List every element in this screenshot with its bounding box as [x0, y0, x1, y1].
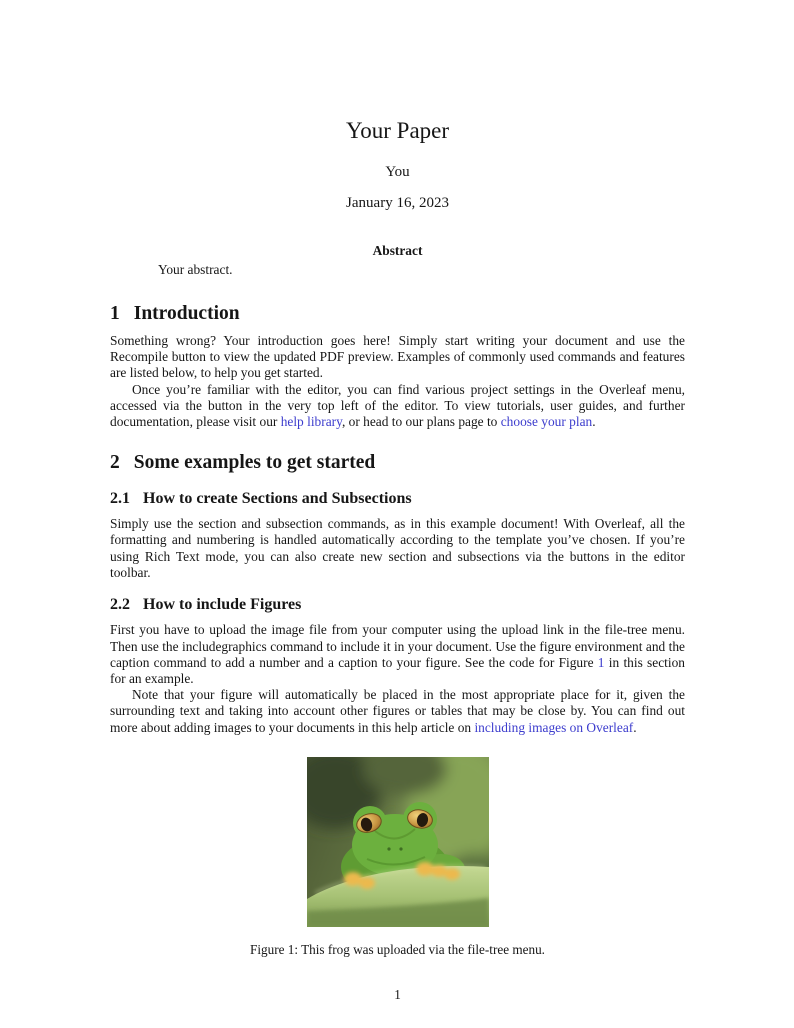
- author-name: You: [385, 164, 410, 181]
- section-1-title: Introduction: [133, 302, 240, 324]
- figure-1-ref-link[interactable]: 1: [597, 654, 605, 670]
- subsection-2-1-title: How to create Sections and Subsections: [143, 489, 412, 507]
- figure-1: [110, 757, 685, 958]
- help-library-link[interactable]: help library: [280, 414, 342, 430]
- subsection-2-1-paragraph: Simply use the section and subsection commands, as in this example document! With Overleaf, all the formatting and numbering is handled automatically according to the template you’ve chosen. If you’re using Rich Text mode, you can also create new section and subsections via the buttons in the editor toolbar.: [110, 516, 685, 580]
- figure-1-caption: Figure 1: This frog was uploaded via the file-tree menu.: [250, 941, 545, 957]
- subsection-2-2-heading: [110, 596, 685, 614]
- frog-image: [307, 757, 489, 927]
- subsection-2-2-title: How to include Figures: [143, 595, 302, 613]
- section-2-heading: [110, 452, 685, 474]
- paper-date: January 16, 2023: [346, 195, 449, 212]
- section-1-number: 1: [110, 302, 120, 324]
- including-images-link[interactable]: including images on Overleaf: [474, 719, 634, 735]
- figures-paragraph-2: [110, 687, 685, 736]
- intro-paragraph-1: Something wrong? Your introduction goes here! Simply start writing your document and use the Recompile button to view the updated PDF preview. Examples of commonly used commands and features are listed below, to help you get started.: [110, 333, 685, 381]
- choose-your-plan-link[interactable]: choose your plan: [500, 414, 593, 430]
- page-number: 1: [394, 986, 401, 1002]
- intro-paragraph-2-text: .: [592, 414, 596, 430]
- figures-paragraph-2-text: .: [633, 719, 637, 735]
- section-1-heading: [110, 303, 685, 325]
- intro-paragraph-2-text: , or head to our plans page to: [341, 414, 501, 430]
- section-2-title: Some examples to get started: [133, 452, 376, 474]
- page-title: Your Paper: [345, 118, 450, 143]
- figures-paragraph-1-text: First you have to upload the image file from your computer using the upload link in the file-tree menu. Then use the includegraphics command to include it in your document. Use the figure environment and the caption command to add a number and a caption to your figure. See the code for Figure: [110, 622, 685, 670]
- figures-paragraph-1: [110, 622, 685, 687]
- subsection-2-2-number: 2.2: [110, 595, 130, 613]
- figures-paragraph-2-text: Note that your figure will automatically be placed in the most appropriate place for it, given the surrounding text and taking into account other figures or tables that may be close by. You can find out more about adding images to your documents in this help article on: [110, 687, 685, 735]
- intro-paragraph-2: [110, 382, 685, 431]
- intro-paragraph-2-text: Once you’re familiar with the editor, you can find various project settings in the Overleaf menu, accessed via the button in the very top left of the editor. To view tutorials, user guides, and further documentation, please visit our: [110, 381, 685, 430]
- subsection-2-1-heading: [110, 490, 685, 508]
- abstract-heading: Abstract: [372, 243, 423, 259]
- figures-paragraph-1-text: in this section for an example.: [110, 654, 685, 686]
- section-2-number: 2: [110, 452, 120, 474]
- abstract-text: Your abstract.: [158, 262, 233, 278]
- subsection-2-1-number: 2.1: [110, 489, 130, 507]
- page-content: [0, 118, 794, 1003]
